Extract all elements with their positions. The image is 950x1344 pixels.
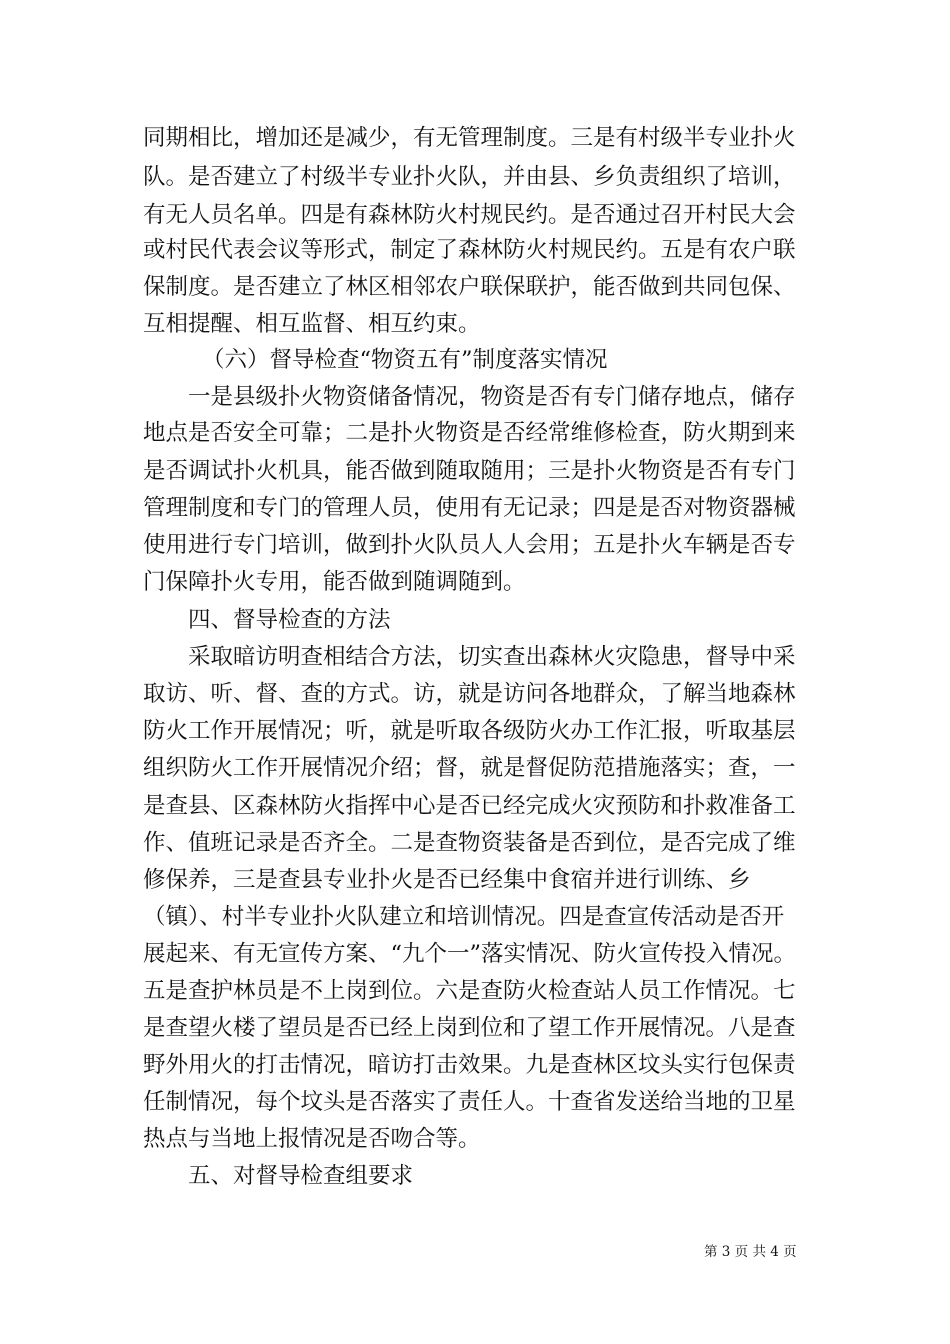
body-text-line: 同期相比，增加还是减少，有无管理制度。三是有村级半专业扑火 bbox=[143, 125, 796, 151]
body-text-line: 热点与当地上报情况是否吻合等。 bbox=[143, 1126, 481, 1152]
page-number-footer: 第 3 页 共 4 页 bbox=[704, 1244, 797, 1260]
body-text-line: 采取暗访明查相结合方法，切实查出森林火灾隐患，督导中采 bbox=[188, 644, 796, 670]
body-text-line: 任制情况，每个坟头是否落实了责任人。十查省发送给当地的卫星 bbox=[143, 1089, 796, 1115]
body-text-line: 组织防火工作开展情况介绍；督，就是督促防范措施落实；查，一 bbox=[143, 755, 796, 781]
body-text-line: 门保障扑火专用，能否做到随调随到。 bbox=[143, 569, 526, 595]
body-text-line: 取访、听、督、查的方式。访，就是访问各地群众，了解当地森林 bbox=[143, 681, 796, 707]
section-heading: 四、督导检查的方法 bbox=[188, 607, 391, 633]
section-heading: 五、对督导检查组要求 bbox=[188, 1163, 414, 1189]
body-text-line: 保制度。是否建立了林区相邻农户联保联护，能否做到共同包保、 bbox=[143, 274, 796, 300]
body-text-line: 或村民代表会议等形式，制定了森林防火村规民约。五是有农户联 bbox=[143, 237, 796, 263]
body-text-line: 是查望火楼了望员是否已经上岗到位和了望工作开展情况。八是查 bbox=[143, 1015, 796, 1041]
body-text-line: （镇）、村半专业扑火队建立和培训情况。四是查宣传活动是否开 bbox=[143, 904, 785, 930]
body-text-line: 展起来、有无宣传方案、“九个一”落实情况、防火宣传投入情况。 bbox=[143, 941, 797, 967]
body-text-line: 一是县级扑火物资储备情况，物资是否有专门储存地点，储存 bbox=[188, 384, 796, 410]
body-text-line: 野外用火的打击情况，暗访打击效果。九是查林区坟头实行包保责 bbox=[143, 1052, 796, 1078]
section-heading: （六）督导检查“物资五有”制度落实情况 bbox=[202, 347, 608, 373]
body-text-line: 管理制度和专门的管理人员，使用有无记录；四是是否对物资器械 bbox=[143, 495, 796, 521]
body-text-line: 使用进行专门培训，做到扑火队员人人会用；五是扑火车辆是否专 bbox=[143, 532, 796, 558]
body-text-line: 有无人员名单。四是有森林防火村规民约。是否通过召开村民大会 bbox=[143, 202, 796, 228]
body-text-line: 防火工作开展情况；听，就是听取各级防火办工作汇报，听取基层 bbox=[143, 718, 796, 744]
body-text-line: 是查县、区森林防火指挥中心是否已经完成火灾预防和扑救准备工 bbox=[143, 793, 796, 819]
body-text-line: 互相提醒、相互监督、相互约束。 bbox=[143, 311, 481, 337]
body-text-line: 地点是否安全可靠；二是扑火物资是否经常维修检查，防火期到来 bbox=[143, 420, 796, 446]
body-text-line: 修保养，三是查县专业扑火是否已经集中食宿并进行训练、乡 bbox=[143, 867, 751, 893]
body-text-line: 五是查护林员是不上岗到位。六是查防火检查站人员工作情况。七 bbox=[143, 978, 796, 1004]
body-text-line: 队。是否建立了村级半专业扑火队，并由县、乡负责组织了培训， bbox=[143, 164, 796, 190]
body-text-line: 是否调试扑火机具，能否做到随取随用；三是扑火物资是否有专门 bbox=[143, 458, 796, 484]
body-text-line: 作、值班记录是否齐全。二是查物资装备是否到位，是否完成了维 bbox=[143, 830, 796, 856]
